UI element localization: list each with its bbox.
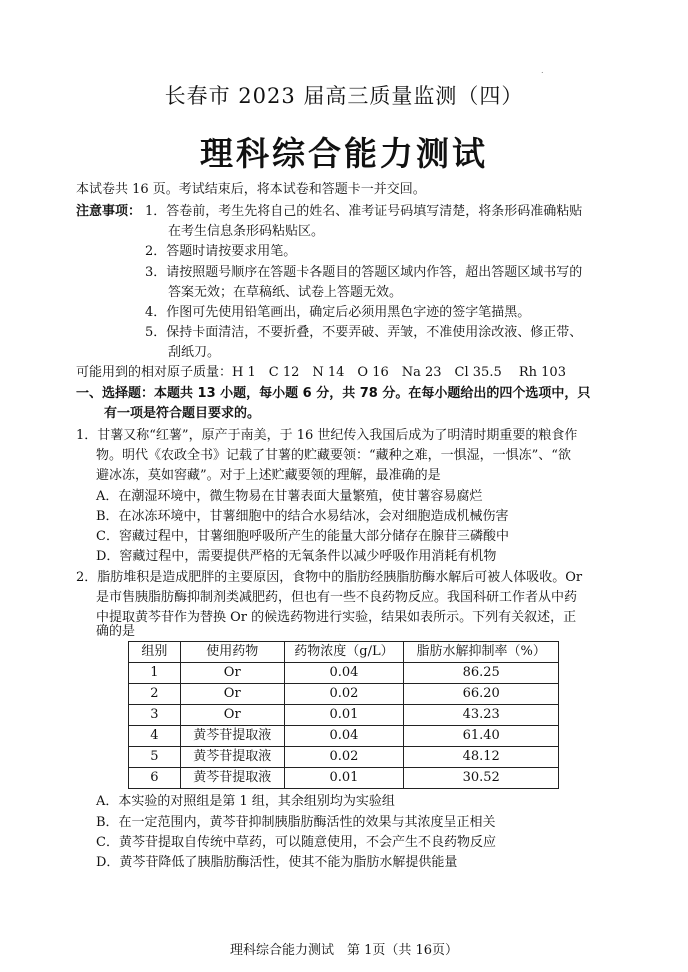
table-cell: 0.02 bbox=[284, 684, 404, 705]
notice-item-5-cont: 刮纸刀。 bbox=[168, 345, 221, 360]
notice-item-1-cont: 在考生信息条形码粘贴区。 bbox=[168, 224, 325, 239]
atomic-masses: 可能用到的相对原子质量：H 1 C 12 N 14 O 16 Na 23 Cl 35.5 Rh 103 bbox=[76, 365, 566, 380]
q1-option-a: A．在潮湿环境中，微生物易在甘薯表面大量繁殖，使甘薯容易腐烂 bbox=[96, 489, 483, 504]
section-heading: 一、选择题：本题共 13 小题，每小题 6 分，共 78 分。在每小题给出的四个选项中，只 bbox=[76, 386, 591, 401]
table-cell: 黄芩苷提取液 bbox=[180, 747, 284, 768]
table-cell: 48.12 bbox=[404, 747, 559, 768]
corner-dot: . bbox=[541, 66, 544, 75]
table-cell: 黄芩苷提取液 bbox=[180, 726, 284, 747]
table-cell: 61.40 bbox=[404, 726, 559, 747]
table-header-row bbox=[129, 642, 559, 663]
page-footer: 理科综合能力测试 第 1页（共 16页） bbox=[229, 943, 459, 958]
table-row bbox=[129, 768, 559, 789]
notice-item-1: 1．答卷前，考生先将自己的姓名、准考证号码填写清楚，将条形码准确粘贴 bbox=[145, 204, 583, 219]
exam-subtitle: 理科综合能力测试 bbox=[200, 134, 488, 173]
exam-title: 长春市 2023 届高三质量监测（四） bbox=[164, 84, 524, 108]
table-cell: Or bbox=[180, 705, 284, 726]
table-header-cell: 使用药物 bbox=[180, 642, 284, 663]
table-cell: 0.01 bbox=[284, 705, 404, 726]
table-cell: 66.20 bbox=[404, 684, 559, 705]
table-row bbox=[129, 705, 559, 726]
q1-stem-2: 物。明代《农政全书》记载了甘薯的贮藏要领：“藏种之难，一惧湿，一惧冻”、“欲 bbox=[96, 448, 571, 463]
notice-item-3-cont: 答案无效；在草稿纸、试卷上答题无效。 bbox=[168, 285, 403, 300]
q2-stem-2: 是市售胰脂肪酶抑制剂类减肥药，但也有一些不良药物反应。我国科研工作者从中药 bbox=[96, 590, 578, 605]
table-cell: 0.02 bbox=[284, 747, 404, 768]
table-row bbox=[129, 663, 559, 684]
table-cell: 30.52 bbox=[404, 768, 559, 789]
table-cell: 1 bbox=[129, 663, 181, 684]
table-cell: 2 bbox=[129, 684, 181, 705]
q1-option-b: B．在冰冻环境中，甘薯细胞中的结合水易结冰，会对细胞造成机械伤害 bbox=[96, 509, 509, 524]
q1-stem-1: 1．甘薯又称“红薯”，原产于南美，于 16 世纪传入我国后成为了明清时期重要的粮食作 bbox=[76, 428, 578, 443]
q2-option-d: D．黄芩苷降低了胰脂肪酶活性，使其不能为脂肪水解提供能量 bbox=[96, 855, 458, 870]
results-table bbox=[128, 641, 559, 789]
q2-stem-4: 确的是 bbox=[96, 624, 136, 639]
notice-item-5: 5．保持卡面清洁，不要折叠，不要弄破、弄皱，不准使用涂改液、修正带、 bbox=[145, 325, 583, 340]
table-cell: 3 bbox=[129, 705, 181, 726]
table-cell: Or bbox=[180, 663, 284, 684]
q2-stem-3: 中提取黄芩苷作为替换 Or 的候选药物进行实验，结果如表所示。下列有关叙述，正 bbox=[96, 610, 577, 625]
section-heading-cont: 有一项是符合题目要求的。 bbox=[104, 406, 261, 421]
table-cell: 43.23 bbox=[404, 705, 559, 726]
q1-option-c: C．窖藏过程中，甘薯细胞呼吸所产生的能量大部分储存在腺苷三磷酸中 bbox=[96, 529, 509, 544]
notice-item-4: 4．作图可先使用铅笔画出，确定后必须用黑色字迹的签字笔描黑。 bbox=[145, 305, 531, 320]
table-cell: 黄芩苷提取液 bbox=[180, 768, 284, 789]
notice-item-3: 3．请按照题号顺序在答题卡各题目的答题区域内作答，超出答题区域书写的 bbox=[145, 265, 583, 280]
table-header-cell: 药物浓度（g/L） bbox=[284, 642, 404, 663]
table-cell: 4 bbox=[129, 726, 181, 747]
table-row bbox=[129, 726, 559, 747]
q1-stem-3: 避冰冻，莫如窖藏”。对于上述贮藏要领的理解，最准确的是 bbox=[96, 468, 441, 483]
table-cell: 0.04 bbox=[284, 663, 404, 684]
table-cell: 0.01 bbox=[284, 768, 404, 789]
table-row bbox=[129, 684, 559, 705]
q2-option-a: A．本实验的对照组是第 1 组，其余组别均为实验组 bbox=[96, 794, 395, 809]
table-header-cell: 组别 bbox=[129, 642, 181, 663]
notice-item-2: 2．答题时请按要求用笔。 bbox=[145, 244, 297, 259]
table-cell: 6 bbox=[129, 768, 181, 789]
q2-option-b: B．在一定范围内，黄芩苷抑制胰脂肪酶活性的效果与其浓度呈正相关 bbox=[96, 815, 496, 830]
intro-line: 本试卷共 16 页。考试结束后，将本试卷和答题卡一并交回。 bbox=[76, 182, 426, 197]
table-header-cell: 脂肪水解抑制率（%） bbox=[404, 642, 559, 663]
notice-label: 注意事项： bbox=[76, 204, 142, 219]
q1-option-d: D．窖藏过程中，需要提供严格的无氧条件以减少呼吸作用消耗有机物 bbox=[96, 549, 497, 564]
q2-stem-1: 2．脂肪堆积是造成肥胖的主要原因，食物中的脂肪经胰脂肪酶水解后可被人体吸收。Or bbox=[76, 570, 583, 585]
table-row bbox=[129, 747, 559, 768]
table-cell: Or bbox=[180, 684, 284, 705]
table-cell: 5 bbox=[129, 747, 181, 768]
table-cell: 86.25 bbox=[404, 663, 559, 684]
q2-option-c: C．黄芩苷提取自传统中草药，可以随意使用，不会产生不良药物反应 bbox=[96, 835, 496, 850]
table-cell: 0.04 bbox=[284, 726, 404, 747]
